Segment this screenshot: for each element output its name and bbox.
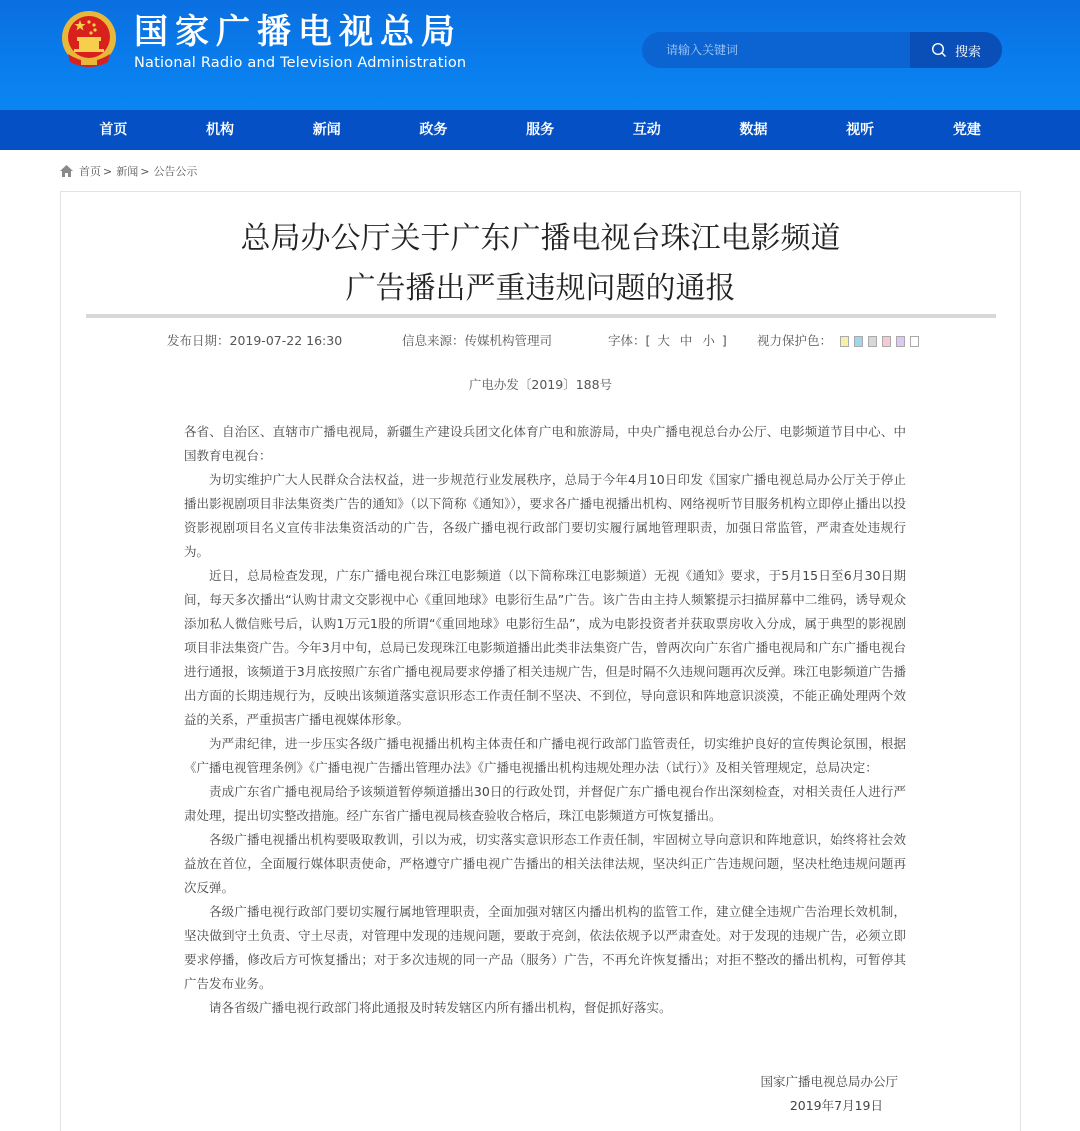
info-source: 信息来源：传媒机构管理司 bbox=[402, 333, 553, 348]
eye-care-swatch-purple[interactable] bbox=[896, 336, 905, 347]
nav-item-interaction[interactable]: 互动 bbox=[632, 122, 661, 138]
site-title[interactable]: 国家广播电视总局 bbox=[134, 12, 462, 52]
body-paragraph: 各级广播电视播出机构要吸取教训，引以为戒，切实落实意识形态工作责任制，牢固树立导向意识和阵地意识，始终将社会效益放在首位，全面履行媒体职责使命，严格遵守广播电视广告播出的相关法律法规，坚决纠正广告违规问题，坚决杜绝违规问题再次反弹。 bbox=[184, 832, 906, 895]
breadcrumb-home[interactable]: 首页 bbox=[79, 165, 101, 178]
nav-item-news[interactable]: 新闻 bbox=[312, 122, 341, 138]
article-container bbox=[60, 191, 1021, 1131]
body-paragraph: 近日，总局检查发现，广东广播电视台珠江电影频道（以下简称珠江电影频道）无视《通知》要求，于5月15日至6月30日期间，每天多次播出“认购甘肃文交影视中心《重回地球》电影衍生品”广告。该广告由主持人频繁提示扫描屏幕中二维码，诱导观众添加私人微信账号后，认购1万元1股的所谓“《重回地球》电影衍生品”，成为电影投资者并获取票房收入分成，属于典型的影视剧项目非法集资广告。今年3月中旬，总局已发现珠江电影频道播出此类非法集资广告，曾两次向广东省广播电视局和广东广播电视台进行通报，该频道于3月底按照广东省广播电视局要求停播了相关违规广告，但是时隔不久违规问题再次反弹。珠江电影频道广告播出方面的长期违规行为，反映出该频道落实意识形态工作责任制不坚决、不到位，导向意识和阵地意识淡漠，不能正确处理两个效益的关系，严重损害广播电视媒体形象。 bbox=[184, 568, 906, 727]
font-size-close: ] bbox=[721, 333, 727, 348]
article-title bbox=[61, 214, 1020, 314]
salutation-paragraph: 各省、自治区、直辖市广播电视局，新疆生产建设兵团文化体育广电和旅游局，中央广播电视总台办公厅、电影频道节目中心、中国教育电视台： bbox=[184, 424, 906, 463]
search-button-label: 搜索 bbox=[954, 44, 981, 60]
site-header bbox=[0, 0, 1080, 110]
font-size-medium[interactable]: 中 bbox=[679, 333, 693, 348]
font-size-small[interactable]: 小 bbox=[702, 333, 715, 348]
breadcrumb-separator: > bbox=[140, 164, 150, 178]
body-paragraph: 责成广东省广播电视局给予该频道暂停频道播出30日的行政处罚，并督促广东广播电视台作出深刻检查，对相关责任人进行严肃处理，提出切实整改措施。经广东省广播电视局核查验收合格后，珠江电影频道方可恢复播出。 bbox=[184, 784, 906, 823]
site-subtitle: National Radio and Television Administration bbox=[134, 55, 467, 71]
eye-care-swatch-blue[interactable] bbox=[854, 336, 863, 347]
body-paragraph: 各级广播电视行政部门要切实履行属地管理职责，全面加强对辖区内播出机构的监管工作，建立健全违规广告治理长效机制，坚决做到守土负责、守土尽责，对管理中发现的违规问题，要敢于亮剑，依法依规予以严肃查处。对于发现的违规广告，必须立即要求停播，修改后方可恢复播出；对于多次违规的同一产品（服务）广告，不再允许恢复播出；对拒不整改的播出机构，可暂停其广告发布业务。 bbox=[184, 904, 906, 991]
nav-item-organization[interactable]: 机构 bbox=[206, 122, 235, 138]
publish-date: 发布日期：2019-07-22 16:30 bbox=[167, 333, 343, 348]
signature-org: 国家广播电视总局办公厅 bbox=[760, 1074, 898, 1089]
font-size-control bbox=[608, 332, 727, 350]
nav-item-government-affairs[interactable]: 政务 bbox=[419, 122, 448, 138]
nav-item-home[interactable]: 首页 bbox=[99, 122, 128, 138]
nav-item-data[interactable]: 数据 bbox=[739, 122, 768, 138]
nav-item-party-building[interactable]: 党建 bbox=[952, 122, 981, 138]
body-paragraph: 为切实维护广大人民群众合法权益，进一步规范行业发展秩序，总局于今年4月10日印发《国家广播电视总局办公厅关于停止播出影视剧项目非法集资类广告的通知》（以下简称《通知》），要求各广播电视播出机构、网络视听节目服务机构立即停止播出以投资影视剧项目名义宣传非法集资活动的广告，各级广播电视行政部门要切实履行属地管理职责，加强日常监管，严肃查处违规行为。 bbox=[184, 472, 906, 559]
national-emblem-icon[interactable] bbox=[60, 10, 118, 72]
eye-care-swatch-pink[interactable] bbox=[882, 336, 891, 347]
title-divider bbox=[86, 314, 996, 318]
font-size-label: 字体：[ bbox=[608, 333, 651, 348]
search-icon bbox=[931, 42, 947, 58]
signature-date: 2019年7月19日 bbox=[789, 1098, 883, 1113]
eye-care-label: 视力保护色： bbox=[757, 333, 833, 348]
article-body bbox=[184, 420, 906, 1020]
font-size-large[interactable]: 大 bbox=[657, 333, 670, 348]
search-bar bbox=[642, 32, 1002, 68]
document-number: 广电办发〔2019〕188号 bbox=[468, 377, 613, 392]
body-paragraph: 为严肃纪律，进一步压实各级广播电视播出机构主体责任和广播电视行政部门监管责任，切实维护良好的宣传舆论氛围，根据《广播电视管理条例》《广播电视广告播出管理办法》《广播电视播出机构违规处理办法（试行）》及相关管理规定，总局决定： bbox=[184, 736, 906, 775]
nav-item-audiovisual[interactable]: 视听 bbox=[846, 122, 875, 138]
search-button[interactable] bbox=[910, 32, 1002, 68]
article-title-line-1: 总局办公厅关于广东广播电视台珠江电影频道 bbox=[240, 221, 841, 256]
breadcrumb-news[interactable]: 新闻 bbox=[116, 165, 139, 178]
body-paragraph: 请各省级广播电视行政部门将此通报及时转发辖区内所有播出机构，督促抓好落实。 bbox=[209, 1000, 672, 1015]
eye-care-swatch-white[interactable] bbox=[910, 336, 919, 347]
eye-care-swatch-yellow[interactable] bbox=[840, 336, 849, 347]
home-icon bbox=[60, 165, 73, 177]
eye-care-color-control bbox=[757, 332, 919, 350]
breadcrumb-separator: > bbox=[103, 164, 113, 178]
article-title-line-2: 广告播出严重违规问题的通报 bbox=[345, 271, 736, 306]
eye-care-swatch-gray[interactable] bbox=[868, 336, 877, 347]
breadcrumb bbox=[60, 163, 197, 179]
search-input[interactable] bbox=[642, 32, 910, 68]
main-nav bbox=[0, 110, 1080, 150]
breadcrumb-announcements[interactable]: 公告公示 bbox=[153, 165, 198, 178]
nav-item-services[interactable]: 服务 bbox=[526, 122, 555, 138]
